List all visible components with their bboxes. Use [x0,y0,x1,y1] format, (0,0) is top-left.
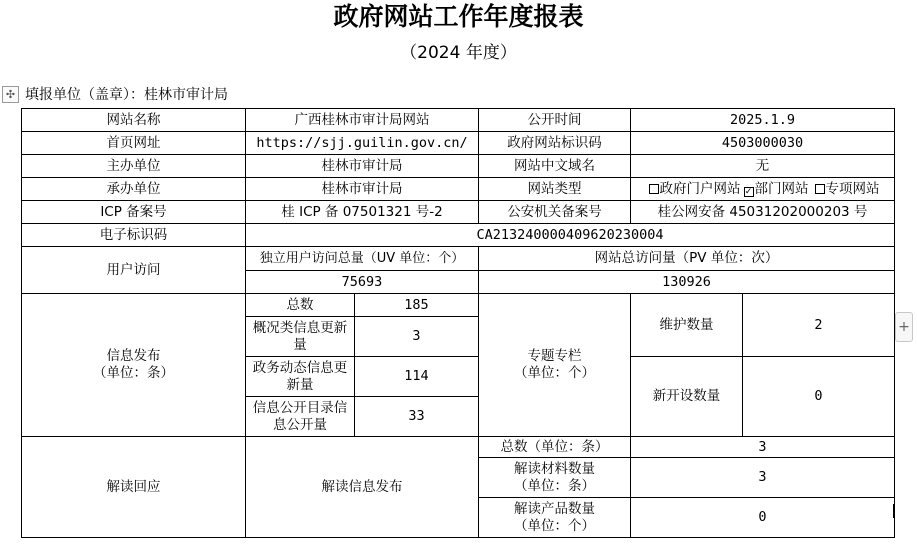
label-new-count: 新开设数量 [631,357,743,437]
value-sponsor: 桂林市审计局 [246,155,479,178]
value-interpret-total: 3 [631,437,895,458]
value-maintain-count: 2 [743,294,895,357]
value-publish-time: 2025.1.9 [631,109,895,132]
option-special: 专项网站 [825,180,880,197]
filler-row [2,83,228,105]
label-interpret-response: 解读回应 [22,437,246,538]
value-new-count: 0 [743,357,895,437]
label-homepage-url: 首页网址 [22,132,246,155]
value-icp: 桂 ICP 备 07501321 号-2 [246,201,479,224]
label-user-visits: 用户访问 [22,247,246,294]
checkbox-special[interactable] [815,184,825,194]
label-police-record: 公安机关备案号 [479,201,631,224]
value-interpret-products: 0 [631,498,895,538]
label-interpret-total: 总数（单位：条） [479,437,631,458]
value-info-total: 185 [355,294,479,317]
label-sponsor: 主办单位 [22,155,246,178]
option-portal: 政府门户网站 [659,180,741,197]
add-column-button[interactable] [895,312,913,342]
label-publish-time: 公开时间 [479,109,631,132]
label-uv-total: 独立用户访问总量（UV 单位：个） [246,247,479,271]
report-year: （2024 年度） [400,43,517,63]
value-interpret-materials: 3 [631,458,895,498]
label-interpret-publish: 解读信息发布 [246,437,479,538]
value-homepage-url: https://sjj.guilin.gov.cn/ [246,132,479,155]
report-table [21,108,895,538]
label-maintain-count: 维护数量 [631,294,743,357]
label-organizer: 承办单位 [22,178,246,201]
value-organizer: 桂林市审计局 [246,178,479,201]
label-interpret-materials: 解读材料数量 （单位：条） [479,458,631,498]
value-site-id-code: 4503000030 [631,132,895,155]
label-info-publish: 信息发布 （单位：条） [22,294,246,437]
checkbox-portal[interactable] [649,184,659,194]
value-pv-total: 130926 [479,271,895,294]
label-site-type: 网站类型 [479,178,631,201]
label-info-total: 总数 [246,294,355,317]
move-arrows-icon[interactable]: ✣ [2,86,19,103]
label-site-id-code: 政府网站标识码 [479,132,631,155]
value-uv-total: 75693 [246,271,479,294]
value-news-updates: 114 [355,357,479,397]
value-e-id: CA2132400004096202300​04 [246,224,895,247]
page-title: 政府网站工作年度报表 [333,2,584,31]
label-catalog-updates: 信息公开目录信息公开量 [246,397,355,437]
label-icp: ICP 备案号 [22,201,246,224]
checkbox-department[interactable]: ✓ [744,186,753,197]
site-type-options [631,178,895,201]
filler-unit: 填报单位（盖章）：桂林市审计局 [25,87,228,103]
label-pv-total: 网站总访问量（PV 单位：次） [479,247,895,271]
table-resize-mark [893,504,895,518]
label-cn-domain: 网站中文域名 [479,155,631,178]
label-special-column: 专题专栏 （单位：个） [479,294,631,437]
value-cn-domain: 无 [631,155,895,178]
value-police-record: 桂公网安备 45031202000203 号 [631,201,895,224]
label-interpret-products: 解读产品数量 （单位：个） [479,498,631,538]
label-site-name: 网站名称 [22,109,246,132]
label-e-id: 电子标识码 [22,224,246,247]
label-overview-updates: 概况类信息更新量 [246,317,355,357]
value-catalog-updates: 33 [355,397,479,437]
value-site-name: 广西桂林市审计局网站 [246,109,479,132]
plus-icon: + [898,319,910,335]
option-department: 部门网站 [754,180,809,197]
value-overview-updates: 3 [355,317,479,357]
label-news-updates: 政务动态信息更新量 [246,357,355,397]
